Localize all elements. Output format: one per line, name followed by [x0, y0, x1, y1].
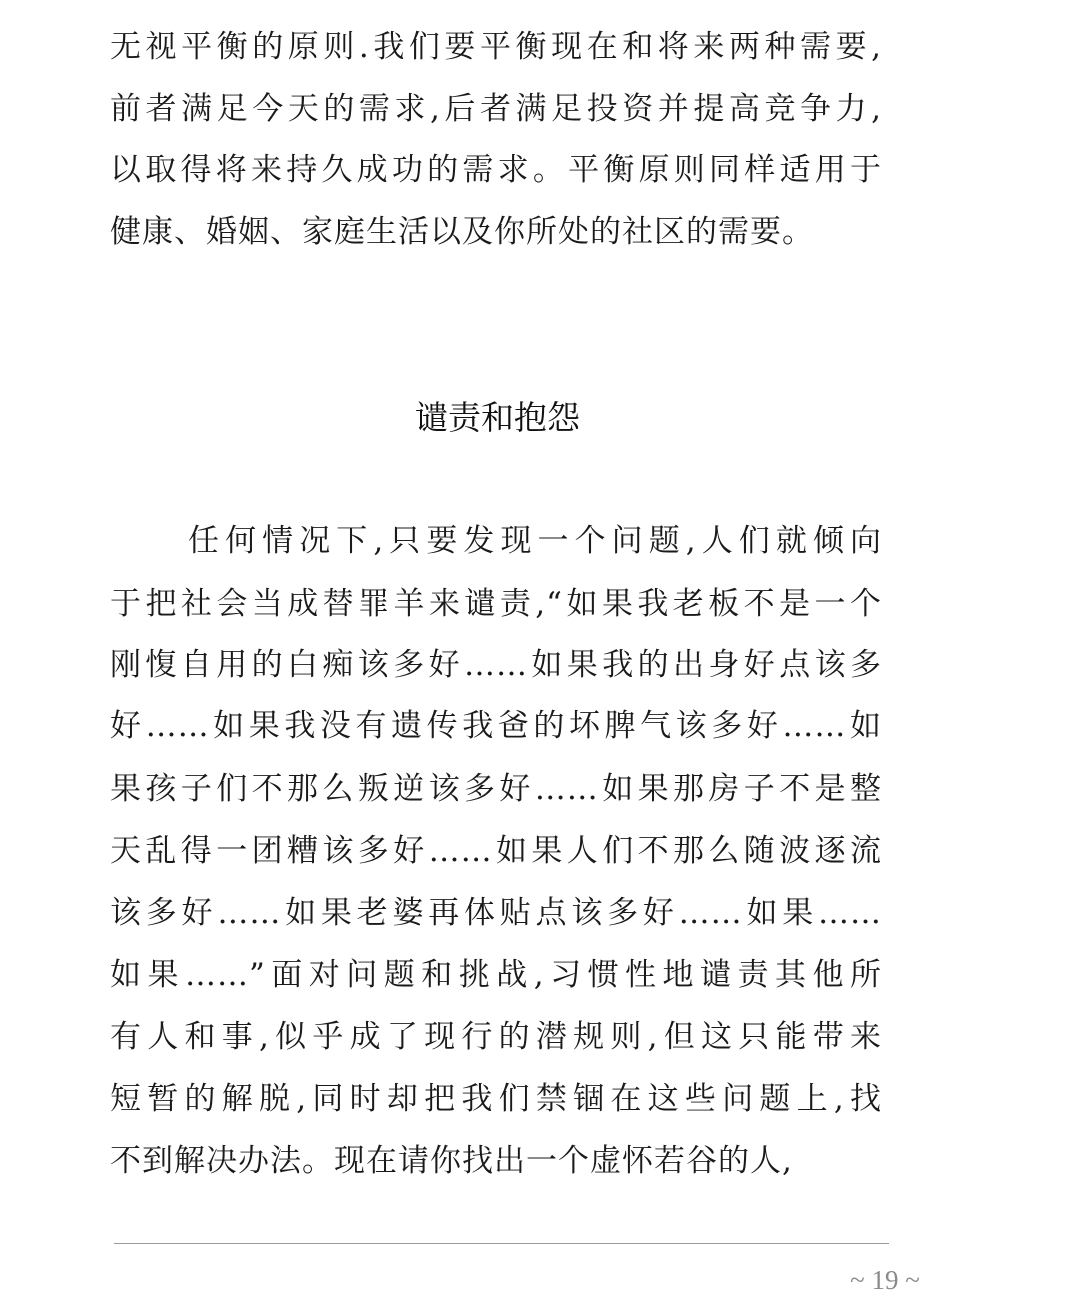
paragraph-line: 无视平衡的原则.我们要平衡现在和将来两种需要, — [110, 29, 882, 65]
paragraph-line: 果孩子们不那么叛逆该多好……如果那房子不是整 — [110, 771, 882, 807]
paragraph-line: 不到解决办法。现在请你找出一个虚怀若谷的人, — [110, 1143, 793, 1179]
paragraph-line: 以取得将来持久成功的需求。平衡原则同样适用于 — [110, 152, 882, 188]
paragraph-line: 于把社会当成替罪羊来谴责,“如果我老板不是一个 — [110, 586, 882, 622]
section-heading: 谴责和抱怨 — [415, 398, 580, 437]
paragraph-line: 天乱得一团糟该多好……如果人们不那么随波逐流 — [110, 833, 882, 869]
paragraph-line: 好……如果我没有遗传我爸的坏脾气该多好……如 — [110, 708, 882, 744]
paragraph-line: 健康、婚姻、家庭生活以及你所处的社区的需要。 — [110, 214, 814, 250]
paragraph-line: 该多好……如果老婆再体贴点该多好……如果…… — [110, 895, 882, 931]
paragraph-line: 刚愎自用的白痴该多好……如果我的出身好点该多 — [110, 647, 882, 683]
paragraph-line: 短暂的解脱,同时却把我们禁锢在这些问题上,找 — [110, 1081, 882, 1117]
paragraph-line: 前者满足今天的需求,后者满足投资并提高竞争力, — [110, 91, 882, 127]
paragraph-line: 如果……”面对问题和挑战,习惯性地谴责其他所 — [110, 957, 882, 993]
page-number: ~ 19 ~ — [850, 1265, 920, 1295]
paragraph-line: 有人和事,似乎成了现行的潜规则,但这只能带来 — [110, 1019, 882, 1055]
paragraph-line: 任何情况下,只要发现一个问题,人们就倾向 — [188, 523, 882, 559]
footer-divider — [114, 1243, 889, 1244]
